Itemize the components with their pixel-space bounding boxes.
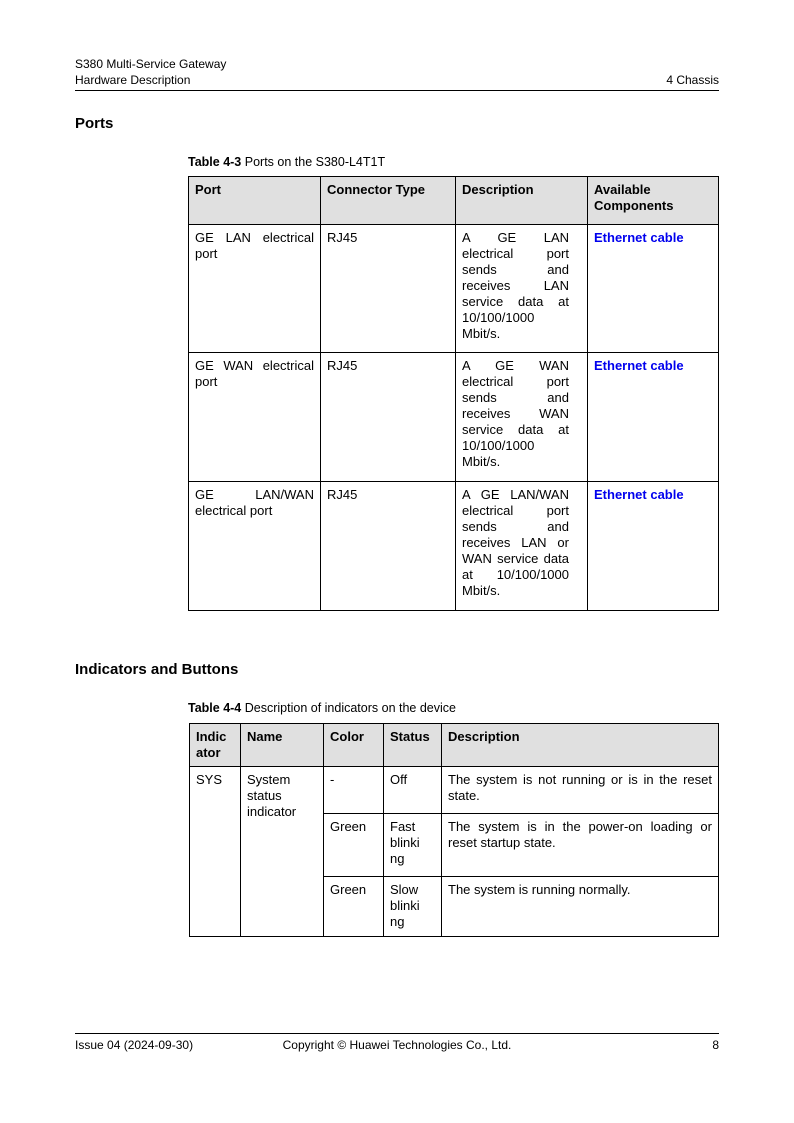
ethernet-cable-link[interactable]: Ethernet cable	[594, 358, 684, 373]
table-4-3-caption-label: Table 4-3	[188, 155, 242, 169]
footer-copyright: Copyright © Huawei Technologies Co., Ltd.	[282, 1038, 512, 1052]
section-heading-indicators: Indicators and Buttons	[75, 661, 239, 678]
header-document-name: Hardware Description	[75, 73, 191, 87]
column-header-description: Description	[442, 724, 719, 767]
ports-table	[188, 176, 719, 611]
indicators-table	[189, 723, 719, 937]
page-header	[75, 56, 719, 91]
table-4-4-caption-label: Table 4-4	[188, 701, 242, 715]
indicators-table-header-row	[190, 724, 719, 767]
description-cell: A GE LAN/WAN electrical port sends and receives LAN or WAN service data at 10/100/1000 Mbit/s.	[456, 482, 588, 611]
ethernet-cable-link[interactable]: Ethernet cable	[594, 487, 684, 502]
port-cell: GE LAN/WAN electrical port	[189, 482, 321, 611]
status-cell: Fast blinking	[384, 814, 442, 877]
description-cell: The system is in the power-on loading or reset startup state.	[442, 814, 719, 877]
table-row	[189, 353, 719, 482]
section-heading-ports: Ports	[75, 115, 114, 132]
ethernet-cable-link[interactable]: Ethernet cable	[594, 230, 684, 245]
table-row	[189, 225, 719, 353]
color-cell: -	[324, 767, 384, 814]
column-header-color: Color	[324, 724, 384, 767]
color-cell: Green	[324, 877, 384, 937]
page-footer	[75, 1033, 719, 1052]
column-header-name: Name	[241, 724, 324, 767]
indicator-name-cell: System status indicator	[241, 767, 324, 937]
table-4-4-caption	[188, 701, 456, 715]
column-header-connector-type: Connector Type	[321, 177, 456, 225]
description-cell: The system is running normally.	[442, 877, 719, 937]
column-header-available-components: Available Components	[588, 177, 719, 225]
port-cell: GE WAN electrical port	[189, 353, 321, 482]
indicator-cell: SYS	[190, 767, 241, 937]
table-4-3-caption-text: Ports on the S380-L4T1T	[244, 155, 386, 169]
table-row	[189, 482, 719, 611]
table-4-3-caption	[188, 155, 385, 169]
status-cell: Slow blinking	[384, 877, 442, 937]
footer-issue: Issue 04 (2024-09-30)	[75, 1038, 194, 1052]
column-header-indicator: Indicator	[190, 724, 241, 767]
header-left	[75, 56, 226, 88]
connector-cell: RJ45	[321, 353, 456, 482]
description-cell: A GE LAN electrical port sends and receives LAN service data at 10/100/1000 Mbit/s.	[456, 225, 588, 353]
column-header-description: Description	[456, 177, 588, 225]
header-product-name: S380 Multi-Service Gateway	[75, 57, 227, 71]
connector-cell: RJ45	[321, 225, 456, 353]
footer-page-number: 8	[712, 1038, 719, 1052]
components-cell	[588, 225, 719, 353]
components-cell	[588, 353, 719, 482]
status-cell: Off	[384, 767, 442, 814]
column-header-port: Port	[189, 177, 321, 225]
table-row	[190, 767, 719, 814]
header-chapter: 4 Chassis	[666, 73, 719, 87]
column-header-status: Status	[384, 724, 442, 767]
color-cell: Green	[324, 814, 384, 877]
description-cell: A GE WAN electrical port sends and receives WAN service data at 10/100/1000 Mbit/s.	[456, 353, 588, 482]
description-cell: The system is not running or is in the reset state.	[442, 767, 719, 814]
components-cell	[588, 482, 719, 611]
ports-table-header-row	[189, 177, 719, 225]
port-cell: GE LAN electrical port	[189, 225, 321, 353]
table-4-4-caption-text: Description of indicators on the device	[244, 701, 456, 715]
connector-cell: RJ45	[321, 482, 456, 611]
